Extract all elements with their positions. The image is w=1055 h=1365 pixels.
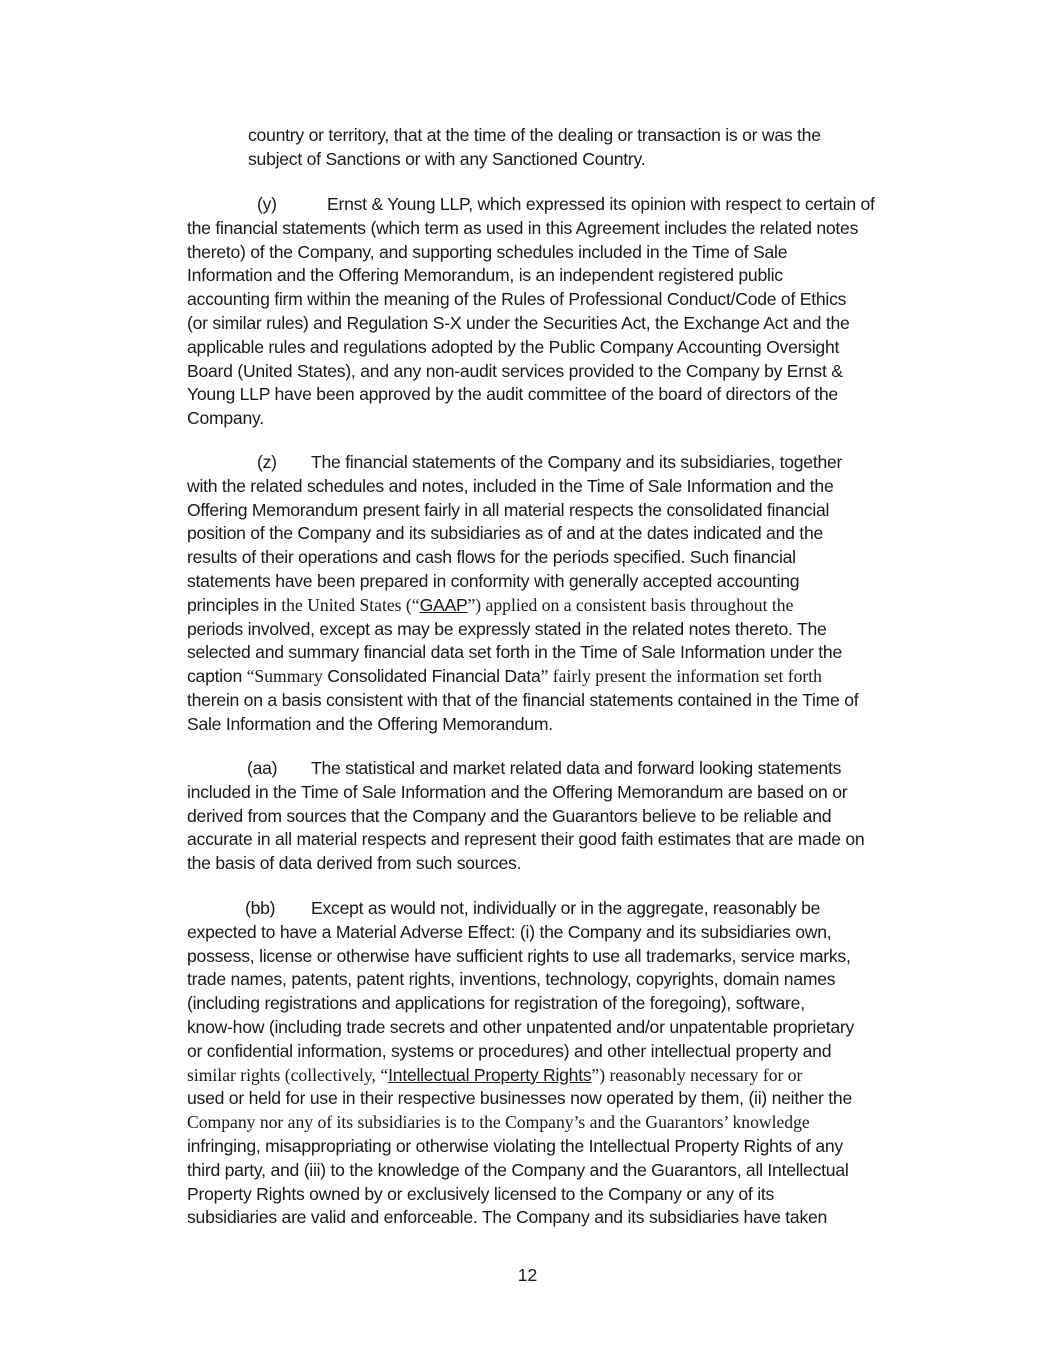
text-line: Young LLP have been approved by the audit committee of the board of directors of the <box>187 384 838 405</box>
text-line: applicable rules and regulations adopted by the Public Company Accounting Oversight <box>187 336 840 357</box>
page-number: 12 <box>517 1265 538 1285</box>
text-line: Company nor any of its subsidiaries is to the Company’s and the Guarantors’ knowledge <box>187 1112 810 1133</box>
text-line: trade names, patents, patent rights, inventions, technology, copyrights, domain names <box>187 969 836 990</box>
text-line: selected and summary financial data set forth in the Time of Sale Information under the <box>187 642 842 663</box>
text-line: the financial statements (which term as used in this Agreement includes the related notes <box>187 217 859 238</box>
text-line: know-how (including trade secrets and other unpatented and/or unpatentable proprietary <box>187 1016 855 1037</box>
text-line: infringing, misappropriating or otherwise violating the Intellectual Property Rights of any <box>187 1135 843 1156</box>
text-line: results of their operations and cash flows for the periods specified. Such financial <box>187 547 796 568</box>
paragraph-z <box>187 451 937 737</box>
text-line: derived from sources that the Company and the Guarantors believe to be reliable and <box>187 805 832 826</box>
text-line: used or held for use in their respective businesses now operated by them, (ii) neither the <box>187 1088 853 1109</box>
paragraph-label: (y) <box>257 194 277 214</box>
text-line: position of the Company and its subsidiaries as of and at the dates indicated and the <box>187 523 824 544</box>
text-line: country or territory, that at the time of the dealing or transaction is or was the <box>248 125 821 145</box>
text-line: expected to have a Material Adverse Effect: (i) the Company and its subsidiaries own, <box>187 921 832 942</box>
text-line: Offering Memorandum present fairly in all material respects the consolidated financial <box>187 499 830 520</box>
text-line: similar rights (collectively, “Intellectual Property Rights”) reasonably necessary for or <box>187 1064 803 1085</box>
text-line: (aa) The statistical and market related data and forward looking statements <box>187 757 937 781</box>
text-line: Company. <box>187 408 264 429</box>
text-line: with the related schedules and notes, included in the Time of Sale Information and the <box>187 475 834 496</box>
text-line: principles in the United States (“GAAP”) applied on a consistent basis throughout the <box>187 594 794 615</box>
paragraph-label: (bb) <box>245 898 276 918</box>
text-line: (or similar rules) and Regulation S-X under the Securities Act, the Exchange Act and the <box>187 312 850 333</box>
text-line: subject of Sanctions or with any Sanctioned Country. <box>248 148 646 169</box>
continuation-paragraph <box>248 124 938 172</box>
text-line: accounting firm within the meaning of the Rules of Professional Conduct/Code of Ethics <box>187 289 847 310</box>
text-line: (including registrations and applications for registration of the foregoing), software, <box>187 993 805 1014</box>
text-line: thereto) of the Company, and supporting schedules included in the Time of Sale <box>187 241 788 262</box>
text-line: Sale Information and the Offering Memorandum. <box>187 713 553 734</box>
text-line: the basis of data derived from such sources. <box>187 853 522 874</box>
text-line: third party, and (iii) to the knowledge of the Company and the Guarantors, all Intellectual <box>187 1159 849 1180</box>
text-line: statements have been prepared in conformity with generally accepted accounting <box>187 570 800 591</box>
text-line: Property Rights owned by or exclusively licensed to the Company or any of its <box>187 1183 775 1204</box>
text-line: (z) The financial statements of the Company and its subsidiaries, together <box>187 451 937 475</box>
paragraph-label: (aa) <box>247 758 278 778</box>
text-line: included in the Time of Sale Information and the Offering Memorandum are based on or <box>187 781 848 802</box>
text-line: Board (United States), and any non-audit services provided to the Company by Ernst & <box>187 360 843 381</box>
paragraph-aa <box>187 757 937 876</box>
text-line: Information and the Offering Memorandum, is an independent registered public <box>187 265 783 286</box>
text-line: possess, license or otherwise have sufficient rights to use all trademarks, service marks, <box>187 945 851 966</box>
text-line: (bb) Except as would not, individually or in the aggregate, reasonably be <box>187 897 937 921</box>
text-line: therein on a basis consistent with that of the financial statements contained in the Time of <box>187 689 859 710</box>
defined-term-gaap: GAAP <box>419 594 468 615</box>
text-line: caption “Summary Consolidated Financial Data” fairly present the information set forth <box>187 666 822 687</box>
defined-term-ip-rights: Intellectual Property Rights <box>388 1064 592 1085</box>
paragraph-label: (z) <box>257 452 277 472</box>
text-line: subsidiaries are valid and enforceable. The Company and its subsidiaries have taken <box>187 1207 828 1228</box>
text-line: (y) Ernst & Young LLP, which expressed its opinion with respect to certain of <box>187 193 937 217</box>
text-line: periods involved, except as may be expressly stated in the related notes thereto. The <box>187 618 827 639</box>
paragraph-y <box>187 193 937 431</box>
text-line: accurate in all material respects and represent their good faith estimates that are made on <box>187 829 865 850</box>
paragraph-bb <box>187 897 937 1230</box>
text-line: or confidential information, systems or procedures) and other intellectual property and <box>187 1040 832 1061</box>
